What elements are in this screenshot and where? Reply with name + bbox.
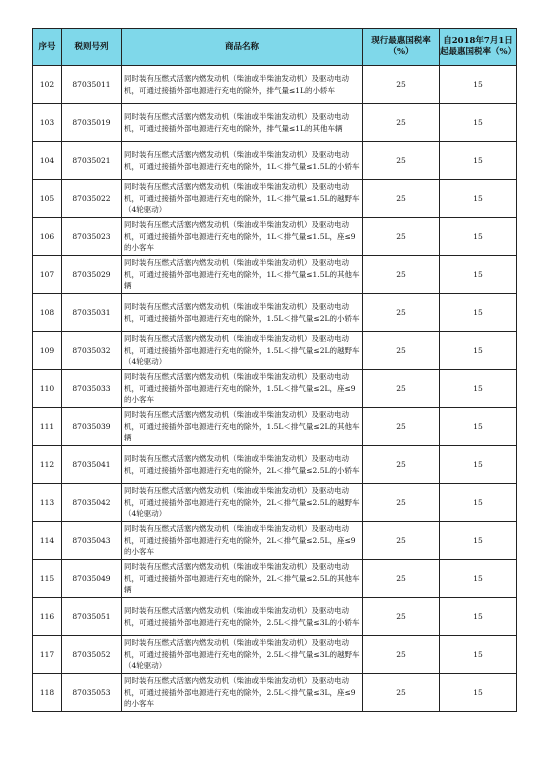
cell-new-rate: 15 [440,66,517,104]
cell-new-rate: 15 [440,446,517,484]
cell-product-name: 同时装有压燃式活塞内燃发动机（柴油或半柴油发动机）及驱动电动机，可通过接插外部电源进行充电的除外，2.5L＜排气量≤3L，座≤9的小客车 [122,674,363,712]
cell-product-name: 同时装有压燃式活塞内燃发动机（柴油或半柴油发动机）及驱动电动机，可通过接插外部电源进行充电的除外，2.5L＜排气量≤3L的小轿车 [122,598,363,636]
cell-new-rate: 15 [440,142,517,180]
cell-seq: 114 [33,522,62,560]
cell-tariff-code: 87035032 [62,332,122,370]
cell-current-rate: 25 [363,332,440,370]
cell-seq: 116 [33,598,62,636]
table-row [33,66,517,104]
cell-current-rate: 25 [363,522,440,560]
header-row [33,29,517,66]
table-row [33,598,517,636]
header-new-rate: 自2018年7月1日起最惠国税率（%） [440,29,517,66]
cell-seq: 117 [33,636,62,674]
cell-current-rate: 25 [363,66,440,104]
tariff-table [32,28,517,712]
cell-seq: 111 [33,408,62,446]
table-row [33,484,517,522]
cell-new-rate: 15 [440,256,517,294]
cell-seq: 118 [33,674,62,712]
table-row [33,370,517,408]
cell-current-rate: 25 [363,598,440,636]
cell-tariff-code: 87035052 [62,636,122,674]
cell-product-name: 同时装有压燃式活塞内燃发动机（柴油或半柴油发动机）及驱动电动机，可通过接插外部电源进行充电的除外，排气量≤1L的其他车辆 [122,104,363,142]
cell-new-rate: 15 [440,522,517,560]
cell-tariff-code: 87035053 [62,674,122,712]
cell-product-name: 同时装有压燃式活塞内燃发动机（柴油或半柴油发动机）及驱动电动机，可通过接插外部电源进行充电的除外，2L＜排气量≤2.5L的小轿车 [122,446,363,484]
table-row [33,636,517,674]
cell-product-name: 同时装有压燃式活塞内燃发动机（柴油或半柴油发动机）及驱动电动机，可通过接插外部电源进行充电的除外，1.5L＜排气量≤2L的其他车辆 [122,408,363,446]
table-row [33,218,517,256]
cell-new-rate: 15 [440,598,517,636]
cell-seq: 113 [33,484,62,522]
table-row [33,522,517,560]
cell-new-rate: 15 [440,408,517,446]
cell-product-name: 同时装有压燃式活塞内燃发动机（柴油或半柴油发动机）及驱动电动机，可通过接插外部电源进行充电的除外，1L＜排气量≤1.5L，座≤9的小客车 [122,218,363,256]
cell-current-rate: 25 [363,142,440,180]
cell-seq: 108 [33,294,62,332]
table-row [33,446,517,484]
table-row [33,674,517,712]
cell-current-rate: 25 [363,560,440,598]
cell-seq: 112 [33,446,62,484]
header-current-rate: 现行最惠国税率（%） [363,29,440,66]
cell-current-rate: 25 [363,294,440,332]
cell-tariff-code: 87035029 [62,256,122,294]
cell-seq: 109 [33,332,62,370]
table-body [33,66,517,712]
cell-product-name: 同时装有压燃式活塞内燃发动机（柴油或半柴油发动机）及驱动电动机，可通过接插外部电源进行充电的除外，1L＜排气量≤1.5L的其他车辆 [122,256,363,294]
cell-new-rate: 15 [440,484,517,522]
header-seq: 序号 [33,29,62,66]
cell-new-rate: 15 [440,370,517,408]
cell-product-name: 同时装有压燃式活塞内燃发动机（柴油或半柴油发动机）及驱动电动机，可通过接插外部电源进行充电的除外，2L＜排气量≤2.5L的越野车（4轮驱动） [122,484,363,522]
cell-seq: 102 [33,66,62,104]
cell-product-name: 同时装有压燃式活塞内燃发动机（柴油或半柴油发动机）及驱动电动机，可通过接插外部电源进行充电的除外，2.5L＜排气量≤3L的越野车（4轮驱动） [122,636,363,674]
cell-seq: 104 [33,142,62,180]
cell-current-rate: 25 [363,446,440,484]
cell-new-rate: 15 [440,218,517,256]
cell-tariff-code: 87035039 [62,408,122,446]
cell-current-rate: 25 [363,104,440,142]
table-row [33,180,517,218]
cell-product-name: 同时装有压燃式活塞内燃发动机（柴油或半柴油发动机）及驱动电动机，可通过接插外部电源进行充电的除外，1.5L＜排气量≤2L的越野车（4轮驱动） [122,332,363,370]
cell-current-rate: 25 [363,180,440,218]
cell-seq: 106 [33,218,62,256]
table-row [33,332,517,370]
cell-new-rate: 15 [440,636,517,674]
cell-current-rate: 25 [363,408,440,446]
cell-new-rate: 15 [440,180,517,218]
cell-current-rate: 25 [363,370,440,408]
cell-seq: 105 [33,180,62,218]
table-row [33,560,517,598]
cell-new-rate: 15 [440,332,517,370]
cell-new-rate: 15 [440,294,517,332]
cell-tariff-code: 87035049 [62,560,122,598]
table-row [33,294,517,332]
table-row [33,142,517,180]
table-row [33,104,517,142]
cell-product-name: 同时装有压燃式活塞内燃发动机（柴油或半柴油发动机）及驱动电动机，可通过接插外部电源进行充电的除外，1L＜排气量≤1.5L的越野车（4轮驱动） [122,180,363,218]
cell-seq: 110 [33,370,62,408]
cell-current-rate: 25 [363,484,440,522]
cell-product-name: 同时装有压燃式活塞内燃发动机（柴油或半柴油发动机）及驱动电动机，可通过接插外部电源进行充电的除外，1L＜排气量≤1.5L的小轿车 [122,142,363,180]
cell-product-name: 同时装有压燃式活塞内燃发动机（柴油或半柴油发动机）及驱动电动机，可通过接插外部电源进行充电的除外，排气量≤1L的小轿车 [122,66,363,104]
cell-product-name: 同时装有压燃式活塞内燃发动机（柴油或半柴油发动机）及驱动电动机，可通过接插外部电源进行充电的除外，1.5L＜排气量≤2L，座≤9的小客车 [122,370,363,408]
cell-seq: 115 [33,560,62,598]
cell-product-name: 同时装有压燃式活塞内燃发动机（柴油或半柴油发动机）及驱动电动机，可通过接插外部电源进行充电的除外，1.5L＜排气量≤2L的小轿车 [122,294,363,332]
cell-new-rate: 15 [440,104,517,142]
cell-new-rate: 15 [440,560,517,598]
cell-current-rate: 25 [363,636,440,674]
cell-current-rate: 25 [363,218,440,256]
header-product-name: 商品名称 [122,29,363,66]
cell-new-rate: 15 [440,674,517,712]
cell-product-name: 同时装有压燃式活塞内燃发动机（柴油或半柴油发动机）及驱动电动机，可通过接插外部电源进行充电的除外，2L＜排气量≤2.5L的其他车辆 [122,560,363,598]
cell-tariff-code: 87035042 [62,484,122,522]
cell-product-name: 同时装有压燃式活塞内燃发动机（柴油或半柴油发动机）及驱动电动机，可通过接插外部电源进行充电的除外，2L＜排气量≤2.5L，座≤9的小客车 [122,522,363,560]
cell-tariff-code: 87035033 [62,370,122,408]
table-row [33,256,517,294]
cell-tariff-code: 87035051 [62,598,122,636]
cell-tariff-code: 87035043 [62,522,122,560]
cell-tariff-code: 87035019 [62,104,122,142]
cell-seq: 103 [33,104,62,142]
cell-tariff-code: 87035011 [62,66,122,104]
cell-tariff-code: 87035031 [62,294,122,332]
cell-tariff-code: 87035021 [62,142,122,180]
header-tariff-code: 税则号列 [62,29,122,66]
cell-tariff-code: 87035022 [62,180,122,218]
cell-tariff-code: 87035023 [62,218,122,256]
cell-current-rate: 25 [363,674,440,712]
cell-current-rate: 25 [363,256,440,294]
cell-tariff-code: 87035041 [62,446,122,484]
cell-seq: 107 [33,256,62,294]
table-row [33,408,517,446]
